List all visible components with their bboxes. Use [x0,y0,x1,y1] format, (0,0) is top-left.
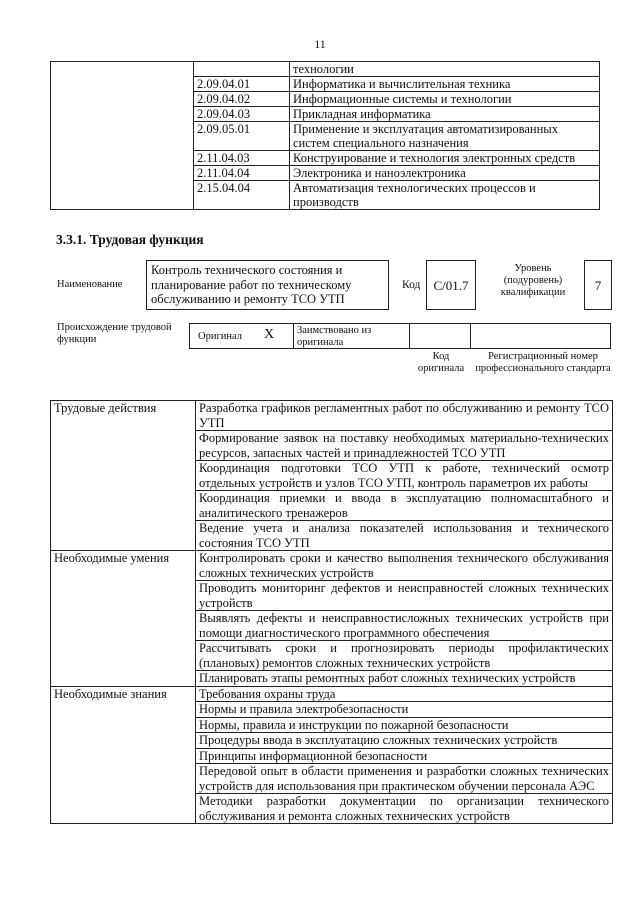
code-cell: 2.09.04.01 [194,77,290,92]
knowledge-item: Процедуры ввода в эксплуатацию сложных технических устройств [196,733,613,749]
labor-action-item: Координация подготовки ТСО УТП к работе, технический осмотр отдельных устройств и узлов ТСО УТП, контроль параметров их работы [196,461,613,491]
code-origin-label: Код оригинала [417,351,465,374]
code-cell: 2.11.04.04 [194,166,290,181]
knowledge-item: Передовой опыт в области применения и разработки сложных технических устройств для использования при практическом обучении персонала АЭС [196,764,613,794]
name-cell: Электроника и наноэлектроника [290,166,600,181]
function-code-box: C/01.7 [426,260,476,310]
code-cell: 2.11.04.03 [194,151,290,166]
name-cell: Автоматизация технологических процессов и производств [290,181,600,210]
borrowed-box: Заимствовано из оригинала [293,323,410,349]
code-cell: 2.09.04.03 [194,107,290,122]
name-cell: Информационные системы и технологии [290,92,600,107]
origin-label: Происхождение трудовой функции [57,322,172,345]
skill-item: Планировать этапы ремонтных работ сложных технических устройств [196,671,613,687]
knowledge-header: Необходимые знания [51,686,196,824]
name-cell: Конструирование и технология электронных средств [290,151,600,166]
skills-header: Необходимые умения [51,551,196,687]
original-label: Оригинал [198,331,242,342]
page-number: 11 [314,37,326,51]
labor-actions-header: Трудовые действия [51,401,196,551]
name-cell: Прикладная информатика [290,107,600,122]
original-mark: X [264,327,275,342]
qualification-level-box: 7 [584,260,612,310]
function-name-box: Контроль технического состояния и планирование работ по техническому обслуживанию и ремонту ТСО УТП [146,260,389,310]
table-row [51,401,613,431]
labor-action-item: Разработка графиков регламентных работ по обслуживанию и ремонту ТСО УТП [196,401,613,431]
section-title: 3.3.1. Трудовая функция [56,232,204,247]
education-codes-table [50,61,600,210]
knowledge-item: Методики разработки документации по организации технического обслуживания и ремонта сложных технических устройств [196,794,613,824]
empty-cell [51,62,194,210]
original-box [189,323,294,349]
labor-action-item: Ведение учета и анализа показателей использования и технического состояния ТСО УТП [196,521,613,551]
knowledge-item: Требования охраны труда [196,686,613,702]
reg-number-label: Регистрационный номер профессионального стандарта [475,351,611,374]
labor-function-table [50,400,613,824]
code-cell: 2.09.04.02 [194,92,290,107]
table-row [51,62,600,77]
code-cell [194,62,290,77]
name-cell: Информатика и вычислительная техника [290,77,600,92]
qualification-level-label: Уровень (подуровень) квалификации [500,263,566,298]
reg-number-box [470,323,611,349]
labor-action-item: Координация приемки и ввода в эксплуатацию полномасштабного и аналитического тренажеров [196,491,613,521]
skill-item: Выявлять дефекты и неисправностисложных технических устройств при помощи диагностического программного обеспечения [196,611,613,641]
skill-item: Контролировать сроки и качество выполнения технического обслуживания сложных технических устройств [196,551,613,581]
table-row [51,551,613,581]
name-cell: Применение и эксплуатация автоматизированных систем специального назначения [290,122,600,151]
name-cell: технологии [290,62,600,77]
skill-item: Проводить мониторинг дефектов и неисправностей сложных технических устройств [196,581,613,611]
code-cell: 2.09.05.01 [194,122,290,151]
code-cell: 2.15.04.04 [194,181,290,210]
knowledge-item: Принципы информационной безопасности [196,748,613,764]
code-origin-box [409,323,471,349]
skill-item: Рассчитывать сроки и прогнозировать периоды профилактических (плановых) ремонтов сложных технических устройств [196,641,613,671]
knowledge-item: Нормы и правила электробезопасности [196,702,613,718]
code-label: Код [402,279,421,291]
labor-action-item: Формирование заявок на поставку необходимых материально-технических ресурсов, запасных частей и принадлежностей ТСО УТП [196,431,613,461]
knowledge-item: Нормы, правила и инструкции по пожарной безопасности [196,717,613,733]
name-label: Наименование [57,279,123,290]
table-row [51,686,613,702]
